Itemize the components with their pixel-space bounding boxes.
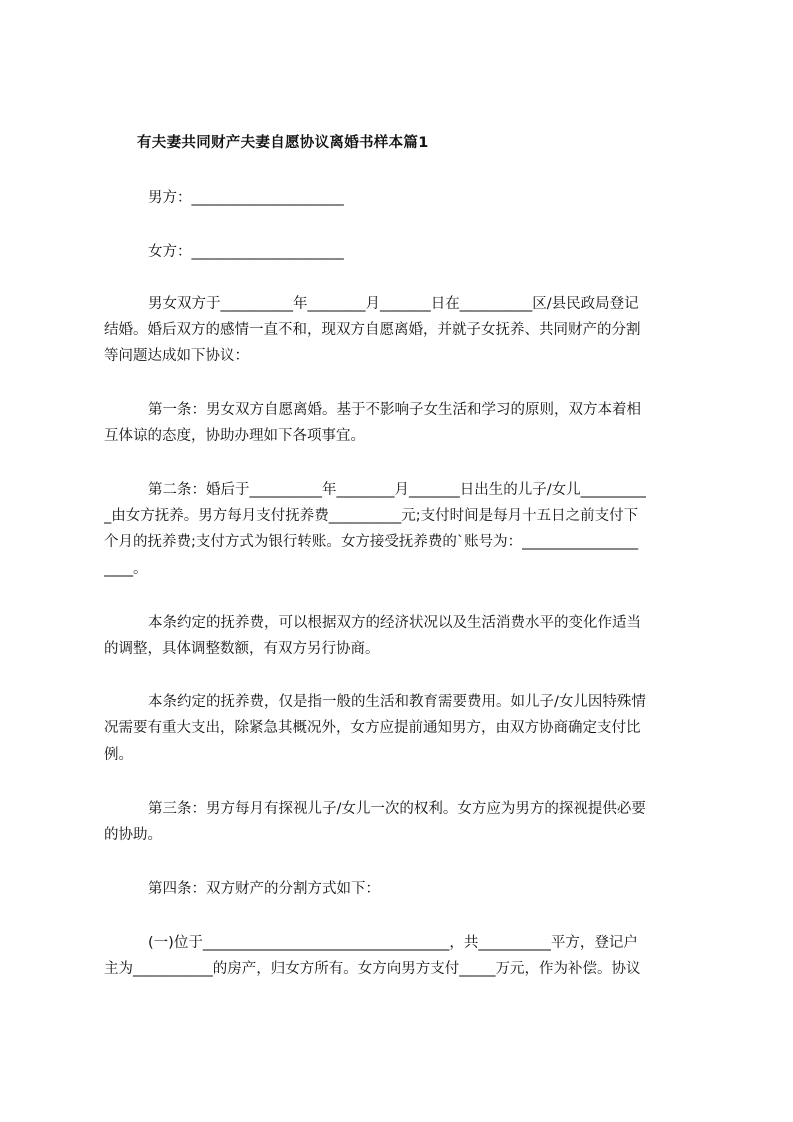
article-1-line: 互体谅的态度，协助办理如下各项事宜。 [104,428,365,444]
article-2-line: _由女方抚养。男方每月支付抚养费__________元;支付时间是每月十五日之前支付下 [104,508,639,524]
article-4-item-line: (一)位于__________________________________，共__________平方，登记户 [148,935,638,951]
paragraph-line: 本条约定的抚养费，可以根据双方的经济状况以及生活消费水平的变化作适当 [148,615,641,631]
article-4-item-line: 主为___________的房产，归女方所有。女方向男方支付_____万元，作为补偿。协议 [104,961,641,977]
document-title: 有夫妻共同财产夫妻自愿协议离婚书样本篇1 [137,135,429,151]
article-3-line: 第三条：男方每月有探视儿子/女儿一次的权利。女方应为男方的探视提供必要 [148,801,646,817]
article-1-line: 第一条：男女双方自愿离婚。基于不影响子女生活和学习的原则，双方本着相 [148,402,641,418]
paragraph-line: 况需要有重大支出，除紧急其概况外，女方应提前通知男方，由双方协商确定支付比 [104,720,641,736]
female-party-field: 女方：_____________________ [148,244,344,260]
paragraph-line: 的调整，具体调整数额，有双方另行协商。 [104,641,380,657]
article-2-line: ____。 [104,561,148,577]
article-2-line: 第二条：婚后于__________年________月_______日出生的儿子/女儿_________ [148,482,646,498]
paragraph-line: 结婚。婚后双方的感情一直不和，现双方自愿离婚，并就子女抚养、共同财产的分割 [104,322,641,338]
male-party-field: 男方：_____________________ [148,190,344,206]
paragraph-line: 例。 [104,747,133,763]
paragraph-line: 男女双方于__________年________月_______日在__________区/县民政局登记 [148,296,639,312]
article-4-line: 第四条：双方财产的分割方式如下： [148,881,380,897]
article-2-line: 个月的抚养费;支付方式为银行转账。女方接受抚养费的`账号为：________________ [104,534,639,550]
article-3-line: 的协助。 [104,827,162,843]
paragraph-line: 等问题达成如下协议： [104,348,249,364]
paragraph-line: 本条约定的抚养费，仅是指一般的生活和教育需要费用。如儿子/女儿因特殊情 [148,694,646,710]
